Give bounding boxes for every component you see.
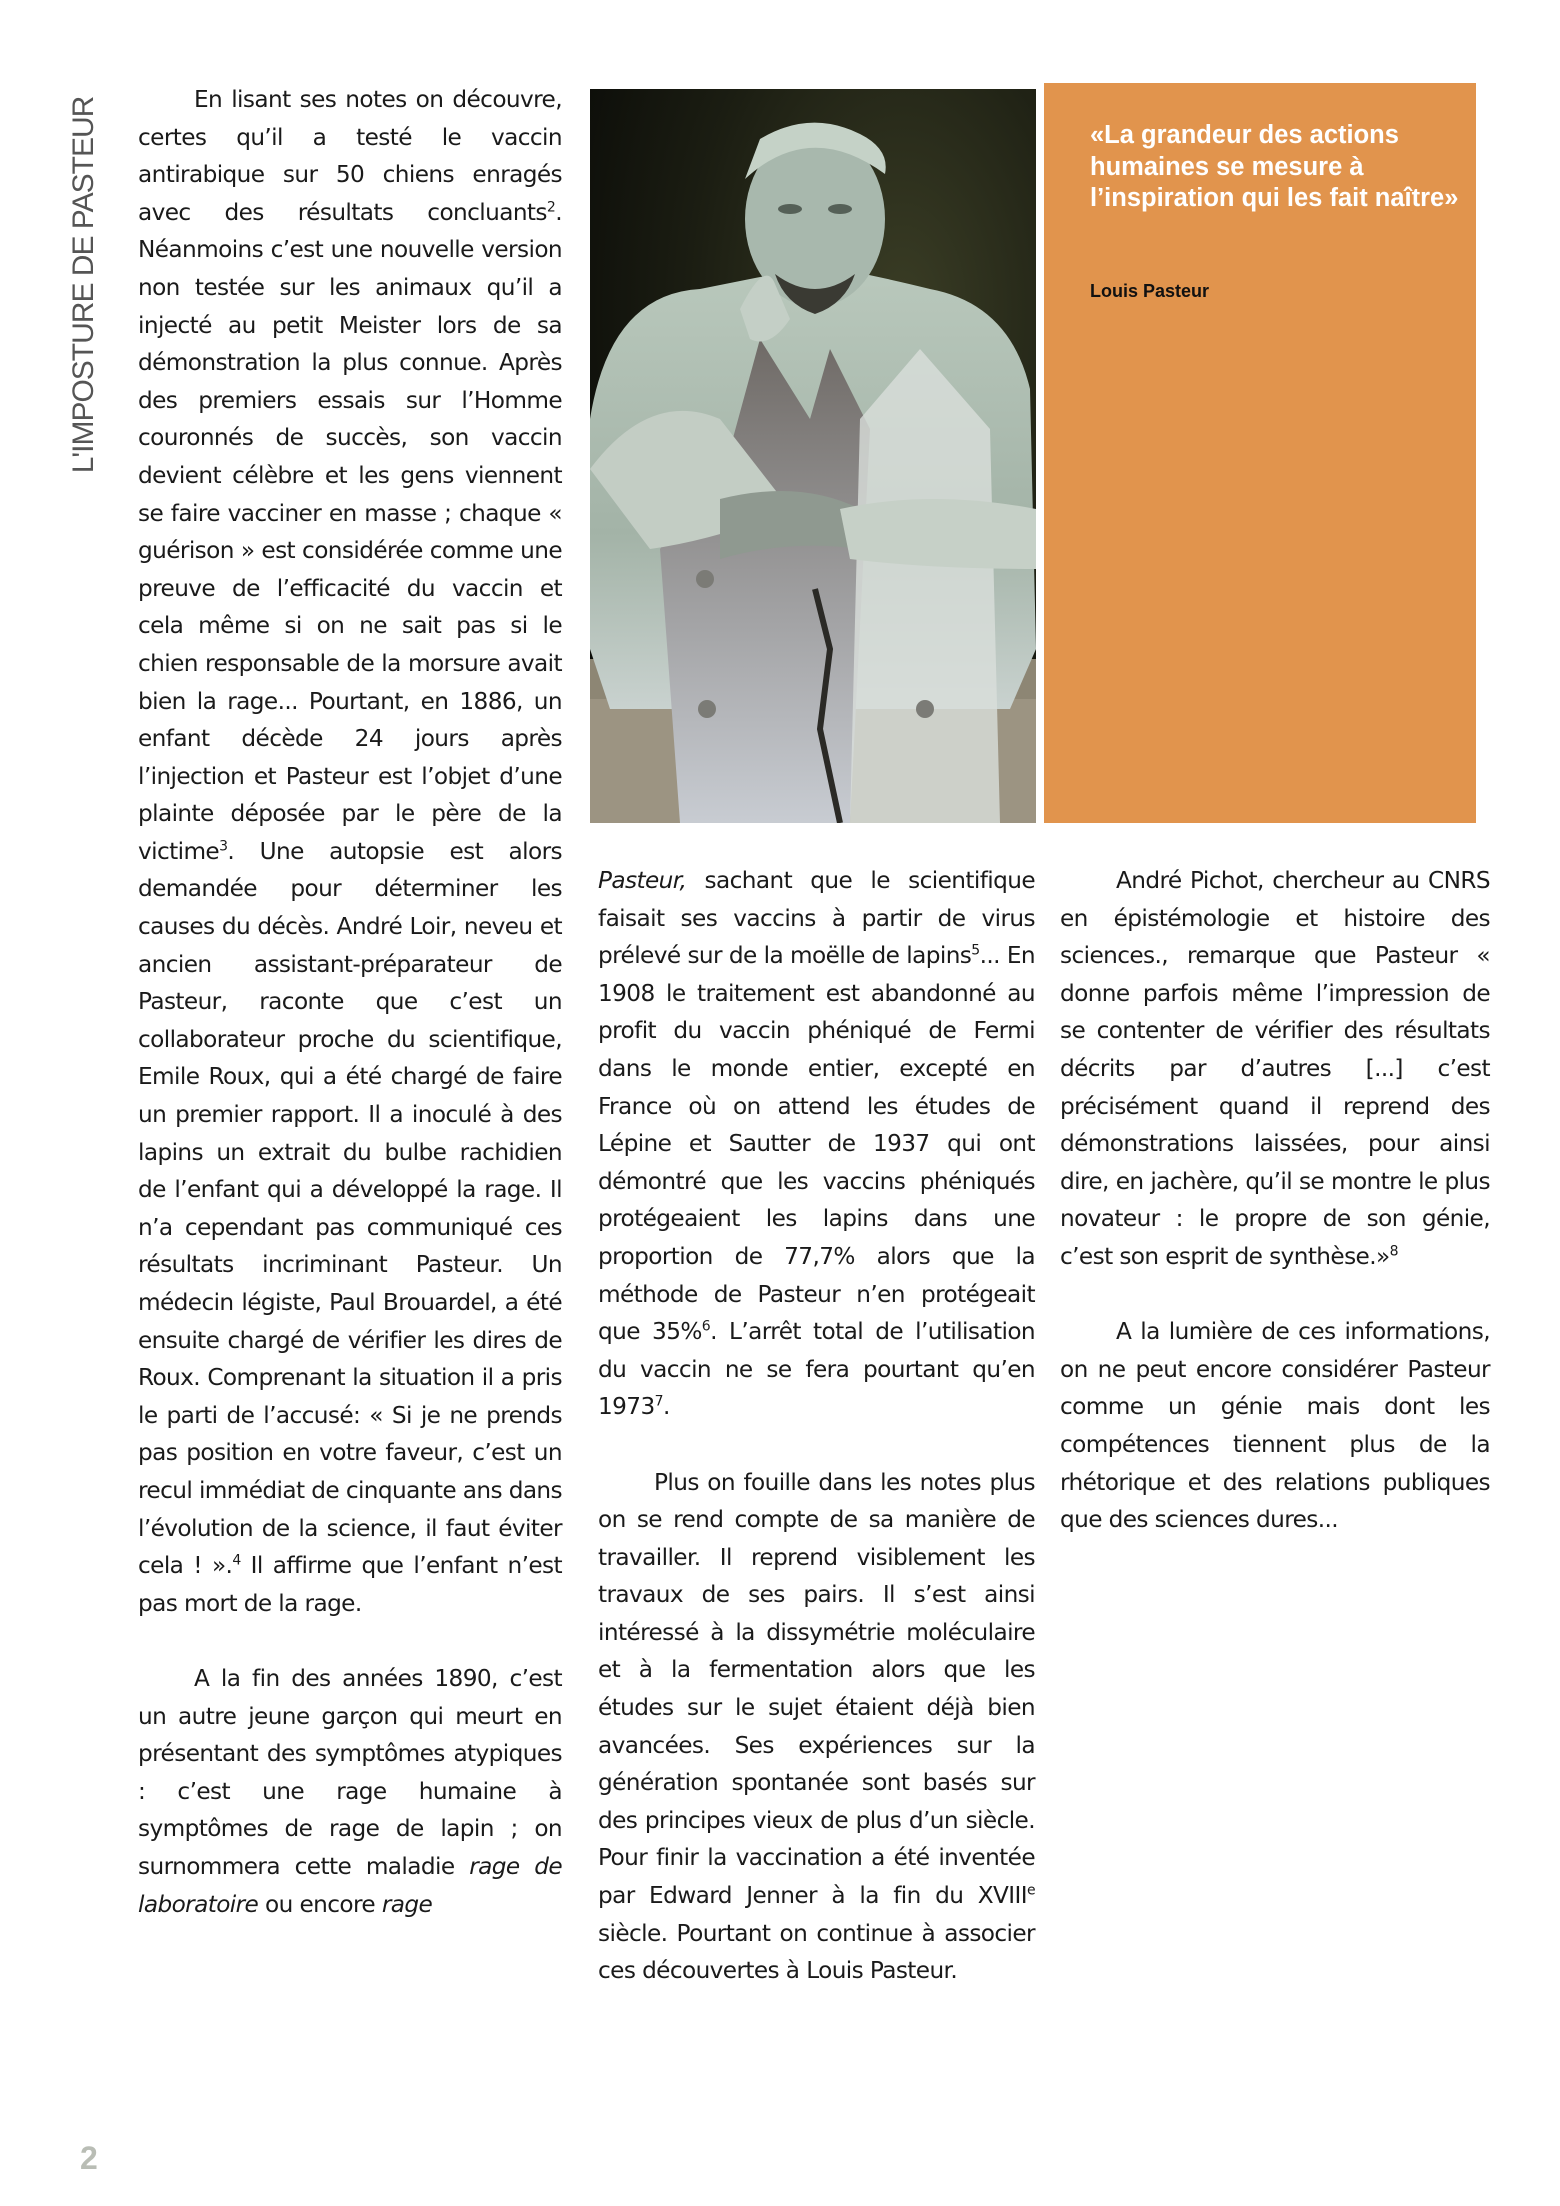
footnote-ref: 8 — [1389, 1243, 1398, 1260]
section-title-text: L'IMPOSTURE DE PASTEUR — [67, 96, 100, 474]
footnote-ref: 5 — [971, 942, 980, 959]
paragraph: A la fin des années 1890, c’est un autre jeune garçon qui meurt en présentant des symptômes atypiques : c’est une rage humaine à symptômes de rage de lapin ; on surnommera cette maladie rage de laboratoire ou encore rage — [138, 1664, 562, 1918]
statue-image-icon — [590, 89, 1036, 823]
paragraph: Plus on fouille dans les notes plus on se rend compte de sa manière de travailler. Il reprend visiblement les travaux de ses pairs. Il s’est ainsi intéressé à la dissymétrie moléculaire et à la fermentation alors que les études sur le sujet étaient déjà bien avancées. Ses expériences sur la génération spontanée sont basés sur des principes vieux de plus d’un siècle. Pour finir la vaccination a été inventée par Edward Jenner à la fin du XVIIIe siècle. Pourtant on continue à associer ces découvertes à Louis Pasteur. — [598, 1468, 1035, 1985]
paragraph: En lisant ses notes on découvre, certes qu’il a testé le vaccin antirabique sur 50 chiens enragés avec des résultats concluants$^2$. Néanmoins c’est une nouvelle version non testée sur les animaux qu’il a injecté au petit Meister lors de sa démonstration la plus connue. Après des premiers essais sur l’Homme couronnés de succès, son vaccin devient célèbre et les gens viennent se faire vacciner en masse ; chaque « guérison » est considérée comme une preuve de l’efficacité du vaccin et cela même si on ne sait pas si le chien responsable de la morsure avait bien la rage... Pourtant, en 1886, un enfant décède 24 jours après l’injection et Pasteur est l’objet d’une plainte déposée par le père de la victime$^3$. Une autopsie est alors demandée pour déterminer les causes du décès. André Loir, neveu et ancien assistant-préparateur de Pasteur, raconte que c’est un collaborateur proche du scientifique, Emile Roux, qui a été chargé de faire un premier rapport. Il a inoculé à des lapins un extrait du bulbe rachidien de l’enfant qui a développé la rage. Il n’a cependant pas communiqué ces résultats incriminant Pasteur. Un médecin légiste, Paul Brouardel, a été ensuite chargé de vérifier les dires de Roux. Comprenant la situation il a pris le parti de l’accusé: « Si je ne prends pas position en votre faveur, c’est un recul immédiat de cinquante ans dans l’évolution de la science, il faut éviter cela ! ».$^4$ Il affirme que l’enfant n’est pas mort de la rage. — [138, 86, 563, 1617]
footnote-ref: 6 — [701, 1318, 711, 1335]
pull-quote-text: «La grandeur des actions humaines se mesure à l’inspiration qui les fait naître» — [1090, 121, 1459, 212]
pull-quote-author: Louis Pasteur — [1090, 281, 1210, 301]
pull-quote-box — [1044, 83, 1476, 823]
footnote-ref: 7 — [654, 1393, 663, 1410]
footnote-ref: 3 — [219, 838, 228, 855]
paragraph: A la lumière de ces informations, on ne peut encore considérer Pasteur comme un génie mais dont les compétences tiennent plus de la rhétorique et des relations publiques que des sciences dures... — [1060, 1318, 1490, 1534]
paragraph: Pasteur, sachant que le scientifique faisait ses vaccins à partir de virus prélevé sur de la moëlle de lapins$^5$... En 1908 le traitement est abandonné au profit du vaccin phéniqué de Fermi dans le monde entier, excepté en France où on attend les études de Lépine et Sautter de 1937 qui ont démontré que les vaccins phéniqués protégeaient les lapins dans une proportion de 77,7% alors que la méthode de Pasteur n’en protégeait que 35%$^6$. L’arrêt total de l’utilisation du vaccin ne se fera pourtant qu’en 1973$^7$. — [598, 867, 1036, 1421]
footnote-ref: 2 — [546, 199, 556, 216]
article-column-3 — [1060, 862, 1490, 1576]
article-column-1 — [138, 81, 562, 1961]
pasteur-statue-photo — [590, 89, 1036, 823]
footnote-ref: 4 — [232, 1552, 241, 1569]
article-column-2 — [598, 862, 1035, 2027]
section-vertical-title — [66, 80, 102, 490]
paragraph: André Pichot, chercheur au CNRS en épistémologie et histoire des sciences., remarque que Pasteur « donne parfois même l’impression de se contenter de vérifier des résultats décrits par d’autres [...] c’est précisément quand il reprend des démonstrations laissées, pour ainsi dire, en jachère, qu’il se montre le plus novateur : le propre de son génie, c’est son esprit de synthèse.»$^8$ — [1060, 867, 1490, 1270]
page-number: 2 — [80, 2140, 98, 2176]
